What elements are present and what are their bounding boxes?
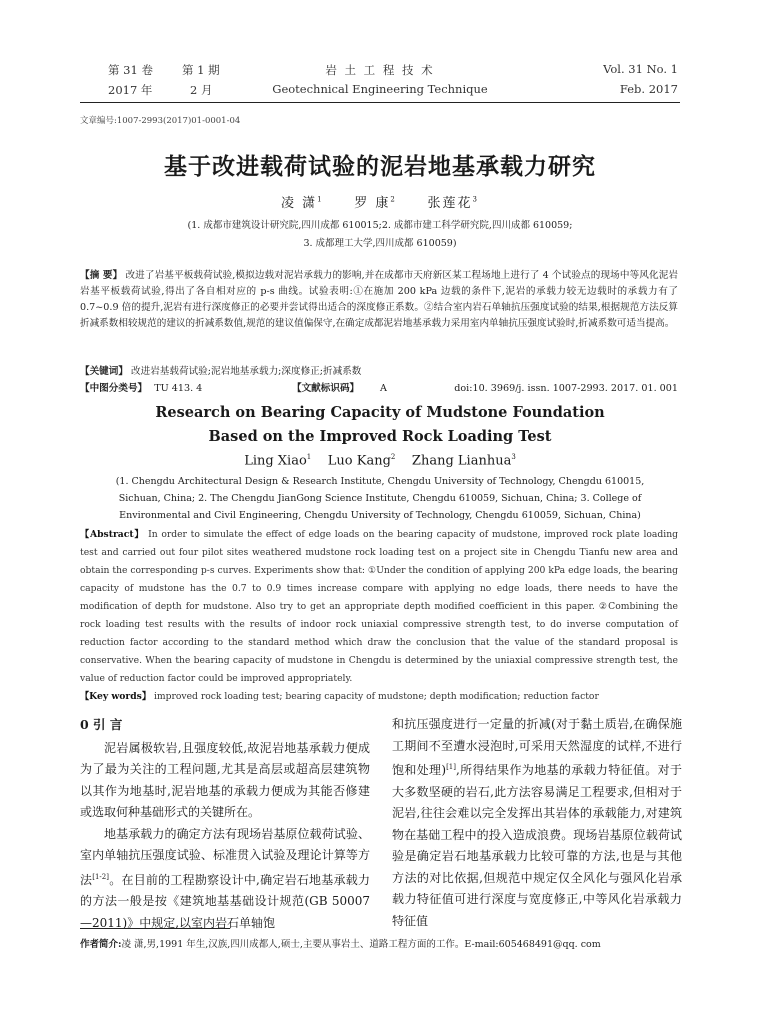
en-affiliation-line-1: (1. Chengdu Architectural Design & Research Institute, Chengdu University of Technology, Chengdu 610015, xyxy=(115,476,645,487)
en-author-3-sup: 3 xyxy=(511,453,516,461)
body-paragraph-3 xyxy=(392,714,682,932)
body-paragraph-3-text-a: 和抗压强度进行一定量的折减(对于黏土质岩,在确保施工期间不至遭水浸泡时,可采用天然湿度的试样,不进行饱和处理) xyxy=(392,717,682,777)
cn-abstract xyxy=(80,268,678,332)
cn-class-label: 【中图分类号】 xyxy=(80,383,148,394)
cn-doc-label: 【文献标识码】 xyxy=(292,383,360,394)
section-heading: 0 引 言 xyxy=(80,717,123,732)
en-keywords-text: improved rock loading test; bearing capacity of mudstone; depth modification; reduction factor xyxy=(153,691,599,702)
doi: doi:10. 3969/j. issn. 1007-2993. 2017. 01. 001 xyxy=(454,383,678,394)
header-year-cn: 2017 年 xyxy=(108,83,153,97)
cn-doc-value: A xyxy=(380,383,387,394)
body-paragraph-2 xyxy=(80,824,370,935)
footnote-text: 凌 潇,男,1991 年生,汉族,四川成都人,硕士,主要从事岩土、道路工程方面的工作。E-mail:605468491@qq. com xyxy=(121,939,601,950)
en-author-2-sup: 2 xyxy=(390,453,396,461)
body-paragraph-1: 泥岩属极软岩,且强度较低,故泥岩地基承载力便成为了最为关注的工程问题,尤其是高层或超高层建筑物以其作为地基时,泥岩地基的承载力便成为其能否修建或选取何种基础形式的关键所在。 xyxy=(80,740,370,819)
cn-author-2: 罗 康 xyxy=(354,196,391,211)
en-title-line-2: Based on the Improved Rock Loading Test xyxy=(208,428,552,445)
cn-class-value: TU 413. 4 xyxy=(154,383,203,394)
cn-keywords-text: 改进岩基载荷试验;泥岩地基承载力;深度修正;折减系数 xyxy=(131,366,362,377)
header-date-en: Feb. 2017 xyxy=(619,82,678,96)
header-volume-en: Vol. 31 No. 1 xyxy=(603,62,678,76)
header-issue-cn: 第 1 期 xyxy=(182,63,220,77)
article-id: 文章编号:1007-2993(2017)01-0001-04 xyxy=(80,116,241,126)
en-abstract-label: 【Abstract】 xyxy=(80,529,145,540)
body-paragraph-3-text-b: ,所得结果作为地基的承载力特征值。对于大多数坚硬的岩石,此方法容易满足工程要求,但相对于泥岩,往往会难以完全发挥出其岩体的承载能力,对建筑物在基础工程中的投入造成浪费。现场岩基原位载荷试验是确定岩石地基承载力比较可靠的方法,也是与其他方法的对比依据,但规范中规定仅全风化与强风化岩承载力特征值可进行深度与宽度修正,中等风化岩承载力特征值 xyxy=(392,763,682,928)
cn-affiliation-line-1: (1. 成都市建筑设计研究院,四川成都 610015;2. 成都市建工科学研究院,四川成都 610059; xyxy=(187,220,573,231)
author-footnote xyxy=(80,936,680,950)
cn-classification-row xyxy=(80,381,678,397)
en-abstract xyxy=(80,526,678,688)
en-author-list xyxy=(0,453,760,468)
cn-author-3: 张莲花 xyxy=(427,196,473,211)
en-keywords xyxy=(80,688,678,706)
cn-affiliation-line-2: 3. 成都理工大学,四川成都 610059) xyxy=(303,238,457,249)
cn-author-1: 凌 潇 xyxy=(280,196,318,211)
en-author-1-sup: 1 xyxy=(306,453,312,461)
cn-keywords xyxy=(80,364,678,380)
footnote-rule xyxy=(80,928,230,929)
footnote-label: 作者简介: xyxy=(80,939,122,950)
body-paragraph-2-text-a: 地基承载力的确定方法有现场岩基原位载荷试验、室内单轴抗压强度试验、标准贯入试验及理论计算等方法 xyxy=(80,826,370,887)
header-rule xyxy=(80,102,680,103)
header-volume-cn: 第 31 卷 xyxy=(108,63,153,77)
cn-author-2-sup: 2 xyxy=(390,195,397,204)
cn-author-1-sup: 1 xyxy=(317,195,324,204)
citation-ref-1: [1] xyxy=(446,763,456,771)
en-author-1: Ling Xiao xyxy=(244,453,307,469)
en-author-3: Zhang Lianhua xyxy=(411,453,512,469)
cn-author-3-sup: 3 xyxy=(472,195,480,204)
en-title-line-1: Research on Bearing Capacity of Mudstone Foundation xyxy=(155,404,605,421)
en-affiliation-line-3: Environmental and Civil Engineering, Chengdu University of Technology, Chengdu 610059, Sichuan, China) xyxy=(119,510,641,521)
en-author-2: Luo Kang xyxy=(327,453,391,469)
cn-abstract-label: 【摘 要】 xyxy=(80,270,123,281)
en-affiliation-line-2: Sichuan, China; 2. The Chengdu JianGong Science Institute, Chengdu 610059, Sichuan, China; 3. College of xyxy=(118,493,642,504)
header-journal-cn: 岩 土 工 程 技 术 xyxy=(325,63,435,77)
header-month-cn: 2 月 xyxy=(190,83,213,97)
en-abstract-text: In order to simulate the effect of edge loads on the bearing capacity of mudstone, improved rock plate loading test and carried out four pilot sites weathered mudstone rock loading test on a project site in Chengdu Tianfu new area and obtain the corresponding p-s curves. Experiments show that: ①Under the condition of applying 200 kPa edge loads, the bearing capacity of mudstone has the 0.7 to 0.9 times increase compare with applying no edge loads, there needs to have the modification of depth for mudstone. Also try to get an appropriate depth modified coefficient in this paper. ②Combining the rock loading test results with the results of indoor rock uniaxial compressive strength test, to do inverse computation of reduction factor according to the standard method which draw the conclusion that the value of the standard proposal is conservative. When the bearing capacity of mudstone in Chengdu is determined by the uniaxial compressive strength test, the value of reduction factor could be improved appropriately. xyxy=(80,529,679,684)
cn-author-list xyxy=(0,192,760,211)
cn-keywords-label: 【关键词】 xyxy=(80,366,128,377)
header-journal-en: Geotechnical Engineering Technique xyxy=(272,82,488,96)
body-paragraph-2-text-b: 。在目前的工程勘察设计中,确定岩石地基承载力的方法一般是按《建筑地基基础设计规范(GB 50007—2011)》中规定,以室内岩石单轴饱 xyxy=(80,872,370,930)
body-right-column xyxy=(392,714,682,932)
page-title: 基于改进载荷试验的泥岩地基承载力研究 xyxy=(164,153,596,180)
cn-abstract-text: 改进了岩基平板载荷试验,模拟边载对泥岩承载力的影响,并在成都市天府新区某工程场地上进行了 4 个试验点的现场中等风化泥岩岩基平板载荷试验,得出了各自相对应的 p-s 曲线。试验表明:①在施加 200 kPa 边载的条件下,泥岩的承载力较无边载时的承载力有了 0.7~0.9 倍的提升,泥岩有进行深度修正的必要并尝试得出适合的深度修正系数。②结合室内岩石单轴抗压强度试验的结果,根据规范方法反算折减系数相较规范的建议的折减系数值,规范的建议值偏保守,在确定成都泥岩地基承载力采用室内单轴抗压强度试验时,折减系数可适当提高。 xyxy=(80,270,678,329)
citation-ref-1-2: [1-2] xyxy=(92,872,109,881)
en-keywords-label: 【Key words】 xyxy=(80,691,152,702)
body-left-column xyxy=(80,714,370,934)
